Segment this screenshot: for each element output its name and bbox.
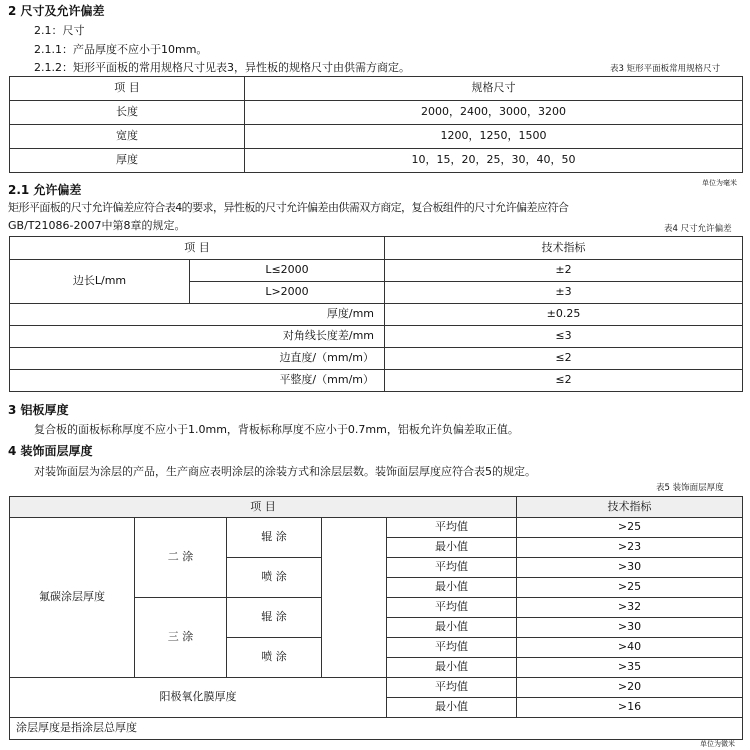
- table5-min-label: 最小值: [387, 578, 517, 598]
- table4-row-value: ±3: [385, 282, 743, 304]
- table4-row-label: 平整度/（mm/m）: [10, 370, 385, 392]
- table5: [9, 496, 743, 740]
- table3-unit: 单位为毫米: [702, 179, 737, 187]
- table4-row-value: ≤2: [385, 370, 743, 392]
- table5-value: >32: [517, 598, 743, 618]
- tolerance-text-line1: 矩形平面板的尺寸允许偏差应符合表4的要求，异性板的尺寸允许偏差由供需双方商定，复合板组件的尺寸允许偏差应符合: [8, 201, 569, 214]
- tolerance-text-line2: GB/T21086-2007中第8章的规定。: [8, 219, 186, 232]
- section-2-1: 2.1：尺寸: [34, 24, 85, 37]
- table5-header-item: 项 目: [10, 497, 517, 518]
- section-4-title: 4 装饰面层厚度: [8, 444, 93, 458]
- table5-two-coat: 二 涂: [135, 518, 227, 598]
- table3-row-value: 10，15，20，25，30，40，50: [245, 149, 743, 173]
- table4-row-value: ≤2: [385, 348, 743, 370]
- table5-anodized: 阳极氧化膜厚度: [10, 678, 387, 718]
- table3: [9, 76, 743, 173]
- table5-value: >30: [517, 558, 743, 578]
- table5-min-label: 最小值: [387, 698, 517, 718]
- section-3-title: 3 铝板厚度: [8, 403, 69, 417]
- table5-min-label: 最小值: [387, 658, 517, 678]
- table4-row-label: L≤2000: [190, 260, 385, 282]
- table3-row-value: 2000，2400，3000，3200: [245, 101, 743, 125]
- table4-row-label: 边直度/（mm/m）: [10, 348, 385, 370]
- table5-note: 涂层厚度是指涂层总厚度: [10, 718, 743, 740]
- table5-group-fluorocarbon: 氟碳涂层厚度: [10, 518, 135, 678]
- table5-min-label: 最小值: [387, 618, 517, 638]
- section-2-1-2: 2.1.2：矩形平面板的常用规格尺寸见表3，异性板的规格尺寸由供需方商定。: [34, 61, 410, 74]
- table5-value: >25: [517, 578, 743, 598]
- table3-row-label: 长度: [10, 101, 245, 125]
- table4-row-value: ±2: [385, 260, 743, 282]
- table5-value: >16: [517, 698, 743, 718]
- table5-roll-coat: 辊 涂: [227, 598, 322, 638]
- table4-row-label: 对角线长度差/mm: [10, 326, 385, 348]
- table4-row-label: 厚度/mm: [10, 304, 385, 326]
- table5-spray-coat: 喷 涂: [227, 558, 322, 598]
- table5-header-spec: 技术指标: [517, 497, 743, 518]
- section-3-text: 复合板的面板标称厚度不应小于1.0mm，背板标称厚度不应小于0.7mm，铝板允许负偏差取正值。: [34, 423, 519, 436]
- table4-row-value: ±0.25: [385, 304, 743, 326]
- table4-side-label: 边长L/mm: [10, 260, 190, 304]
- table5-avg-label: 平均值: [387, 518, 517, 538]
- table5-value: >23: [517, 538, 743, 558]
- table3-row-label: 厚度: [10, 149, 245, 173]
- table5-roll-coat: 辊 涂: [227, 518, 322, 558]
- table3-header-item: 项 目: [10, 77, 245, 101]
- table4-header-item: 项 目: [10, 237, 385, 260]
- table4-header-spec: 技术指标: [385, 237, 743, 260]
- table5-unit: 单位为微米: [700, 740, 735, 748]
- table5-value: >35: [517, 658, 743, 678]
- section-2-1-1: 2.1.1：产品厚度不应小于10mm。: [34, 43, 208, 56]
- table3-row-value: 1200，1250，1500: [245, 125, 743, 149]
- table3-header-spec: 规格尺寸: [245, 77, 743, 101]
- table3-caption: 表3 矩形平面板常用规格尺寸: [610, 64, 721, 74]
- table5-caption: 表5 装饰面层厚度: [656, 483, 724, 493]
- table5-value: >20: [517, 678, 743, 698]
- table5-avg-label: 平均值: [387, 678, 517, 698]
- table5-value: >40: [517, 638, 743, 658]
- table3-row-label: 宽度: [10, 125, 245, 149]
- section-4-text: 对装饰面层为涂层的产品，生产商应表明涂层的涂装方式和涂层层数。装饰面层厚度应符合表5的规定。: [34, 465, 536, 478]
- table5-min-label: 最小值: [387, 538, 517, 558]
- table5-value: >30: [517, 618, 743, 638]
- table5-avg-label: 平均值: [387, 638, 517, 658]
- table5-avg-label: 平均值: [387, 558, 517, 578]
- table4-caption: 表4 尺寸允许偏差: [664, 224, 732, 234]
- table4-row-value: ≤3: [385, 326, 743, 348]
- table5-value: >25: [517, 518, 743, 538]
- table5-three-coat: 三 涂: [135, 598, 227, 678]
- section-2-title: 2 尺寸及允许偏差: [8, 4, 105, 18]
- table4-row-label: L>2000: [190, 282, 385, 304]
- tolerance-title: 2.1 允许偏差: [8, 183, 82, 197]
- table5-spray-coat: 喷 涂: [227, 638, 322, 678]
- table5-avg-label: 平均值: [387, 598, 517, 618]
- table4: [9, 236, 743, 392]
